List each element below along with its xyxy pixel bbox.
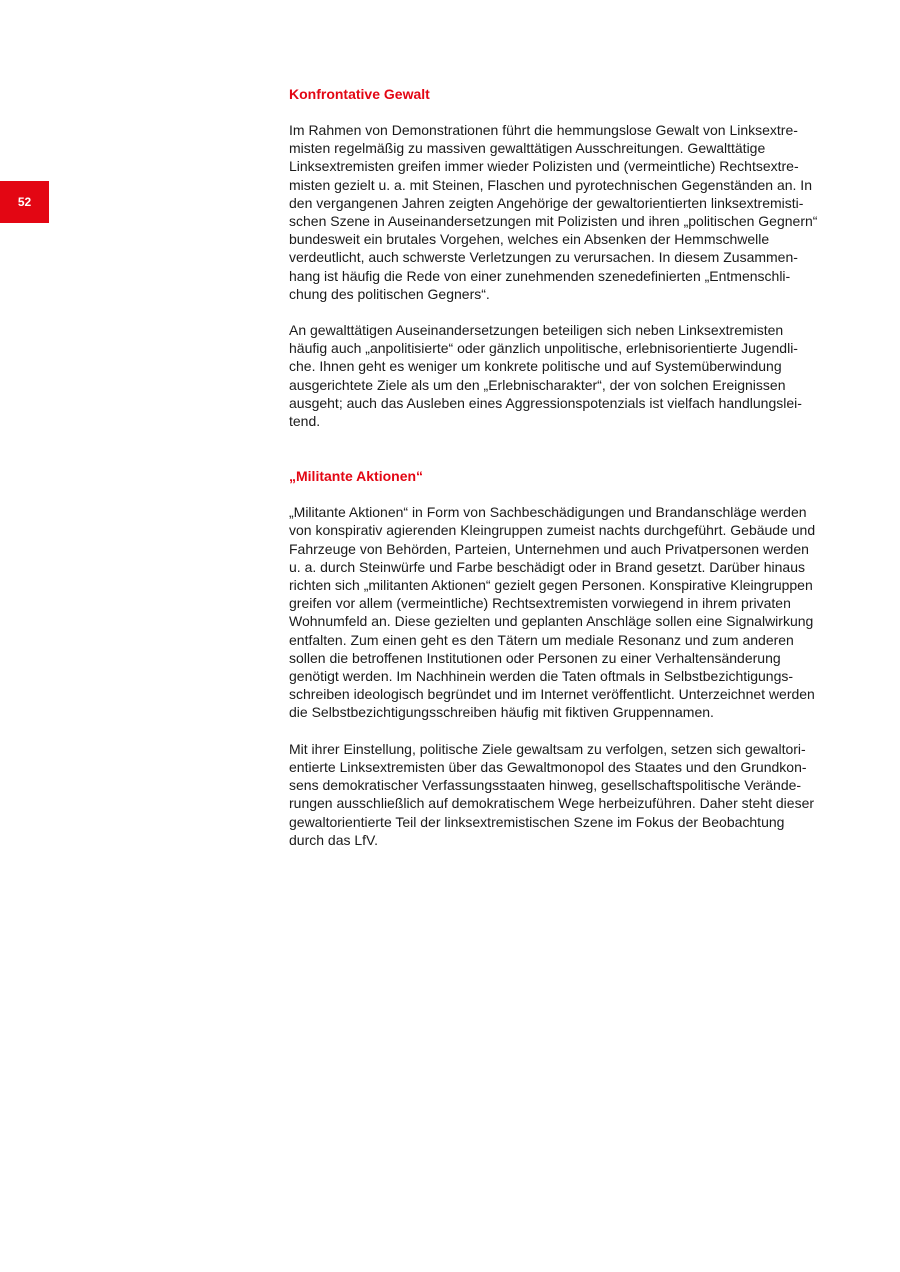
- text-line: „Militante Aktionen“ in Form von Sachbeschädigungen und Brandanschläge werden: [289, 504, 807, 521]
- text-line: entfalten. Zum einen geht es den Tätern um mediale Resonanz und zum anderen: [289, 631, 794, 648]
- section-heading: Konfrontative Gewalt: [289, 86, 430, 102]
- section-heading: „Militante Aktionen“: [289, 468, 424, 485]
- text-line: misten regelmäßig zu massiven gewalttätigen Ausschreitungen. Gewalttätige: [289, 140, 766, 157]
- text-line: durch das LfV.: [289, 831, 378, 848]
- paragraph: [289, 503, 834, 721]
- text-line: Im Rahmen von Demonstrationen führt die hemmungslose Gewalt von Linksextre-: [289, 122, 798, 138]
- text-line: schen Szene in Auseinandersetzungen mit Polizisten und ihren „politischen Gegnern“: [289, 213, 818, 230]
- section-konfrontative-gewalt: [289, 85, 834, 430]
- text-line: gewaltorientierte Teil der linksextremistischen Szene im Fokus der Beobachtung: [289, 813, 785, 830]
- main-content: [289, 85, 834, 867]
- text-line: Mit ihrer Einstellung, politische Ziele gewaltsam zu verfolgen, setzen sich gewaltori-: [289, 740, 806, 757]
- page-number-tab: [0, 181, 49, 223]
- text-line: sollen die betroffenen Institutionen oder Personen zu einer Verhaltensänderung: [289, 649, 781, 666]
- text-line: häufig auch „anpolitisierte“ oder gänzlich unpolitische, erlebnisorientierte Jugendli-: [289, 340, 798, 357]
- text-line: che. Ihnen geht es weniger um konkrete politische und auf Systemüberwindung: [289, 358, 782, 375]
- page-number: 52: [17, 195, 32, 209]
- text-line: von konspirativ agierenden Kleingruppen zumeist nachts durchgeführt. Gebäude und: [289, 522, 816, 539]
- section-militante-aktionen: [289, 467, 834, 849]
- text-line: Linksextremisten greifen immer wieder Polizisten und (vermeintliche) Rechtsextre-: [289, 158, 799, 175]
- text-line: schreiben ideologisch begründet und im Internet veröffentlicht. Unterzeichnet werden: [289, 686, 815, 703]
- text-line: Wohnumfeld an. Diese gezielten und geplanten Anschläge sollen eine Signalwirkung: [289, 613, 814, 630]
- text-line: bundesweit ein brutales Vorgehen, welches ein Absenken der Hemmschwelle: [289, 231, 770, 248]
- paragraph: [289, 740, 834, 849]
- text-line: verdeutlicht, auch schwerste Verletzungen zu verursachen. In diesem Zusammen-: [289, 249, 798, 266]
- text-line: entierte Linksextremisten über das Gewaltmonopol des Staates und den Grundkon-: [289, 758, 807, 775]
- paragraph: [289, 321, 834, 430]
- text-line: u. a. durch Steinwürfe und Farbe beschädigt oder in Brand gesetzt. Darüber hinaus: [289, 558, 805, 575]
- text-line: genötigt werden. Im Nachhinein werden die Taten oftmals in Selbstbezichtigungs-: [289, 668, 794, 685]
- text-line: greifen vor allem (vermeintliche) Rechtsextremisten vorwiegend in ihrem privaten: [289, 595, 791, 612]
- text-line: misten gezielt u. a. mit Steinen, Flaschen und pyrotechnischen Gegenständen an. In: [289, 176, 812, 193]
- text-line: Fahrzeuge von Behörden, Parteien, Unternehmen und auch Privatpersonen werden: [289, 540, 809, 557]
- text-line: tend.: [289, 413, 321, 430]
- text-line: sens demokratischer Verfassungsstaaten hinweg, gesellschaftspolitische Verände-: [289, 777, 802, 794]
- text-line: richten sich „militanten Aktionen“ gezielt gegen Personen. Konspirative Kleingruppen: [289, 577, 813, 594]
- paragraph: [289, 121, 834, 303]
- text-line: hang ist häufig die Rede von einer zunehmenden szenedefinierten „Entmenschli-: [289, 267, 791, 284]
- text-line: die Selbstbezichtigungsschreiben häufig mit fiktiven Gruppennamen.: [289, 704, 714, 721]
- text-line: rungen ausschließlich auf demokratischem Wege herbeizuführen. Daher steht dieser: [289, 795, 815, 812]
- text-line: An gewalttätigen Auseinandersetzungen beteiligen sich neben Linksextremisten: [289, 322, 784, 339]
- section-spacer: [289, 448, 834, 467]
- text-line: ausgerichtete Ziele als um den „Erlebnischarakter“, der von solchen Ereignissen: [289, 376, 786, 393]
- text-line: den vergangenen Jahren zeigten Angehörige der gewaltorientierten linksextremisti-: [289, 194, 804, 211]
- text-line: ausgeht; auch das Ausleben eines Aggressionspotenzials ist vielfach handlungslei-: [289, 394, 802, 411]
- text-line: chung des politischen Gegners“.: [289, 285, 490, 302]
